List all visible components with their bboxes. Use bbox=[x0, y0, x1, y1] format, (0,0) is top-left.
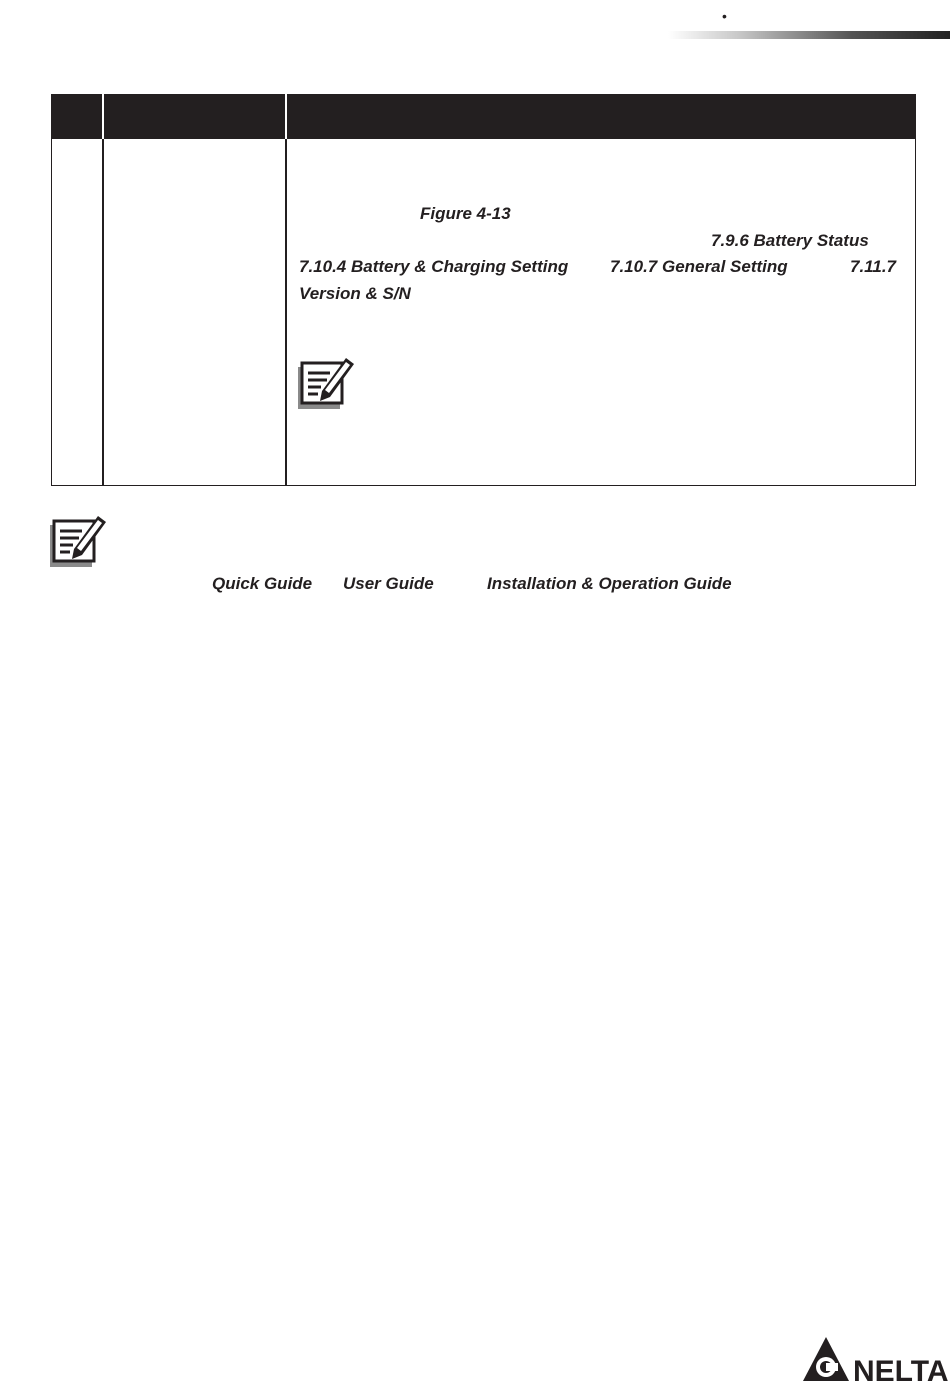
delta-logo bbox=[803, 1336, 950, 1385]
note-user-guide: User Guide bbox=[343, 574, 434, 593]
ref-general-setting: 7.10.7 General Setting bbox=[610, 257, 788, 276]
note-pencil-icon bbox=[49, 514, 111, 568]
table-body-row bbox=[51, 139, 916, 486]
delta-triangle-icon bbox=[803, 1337, 849, 1381]
table-header-row bbox=[51, 94, 916, 139]
info-table bbox=[51, 94, 916, 487]
figure-reference: Figure 4-13 bbox=[420, 204, 511, 223]
note-pencil-icon bbox=[297, 356, 359, 410]
ref-version-label: Version & S/N bbox=[299, 284, 411, 303]
table-body-divider-1 bbox=[102, 139, 104, 486]
table-header-divider-2 bbox=[285, 94, 287, 139]
ref-battery-charging-setting: 7.10.4 Battery & Charging Setting bbox=[299, 257, 569, 276]
header-bullet: • bbox=[722, 8, 727, 24]
note-installation-guide: Installation & Operation Guide bbox=[487, 574, 732, 593]
table-header-divider-1 bbox=[102, 94, 104, 139]
note-quick-guide: Quick Guide bbox=[212, 574, 313, 593]
ref-battery-status: 7.9.6 Battery Status bbox=[711, 231, 869, 250]
table-body-divider-2 bbox=[285, 139, 287, 486]
delta-logo-text: NELTA bbox=[853, 1355, 949, 1385]
header-gradient-bar bbox=[668, 31, 950, 39]
ref-version-number: 7.11.7 bbox=[850, 257, 897, 276]
